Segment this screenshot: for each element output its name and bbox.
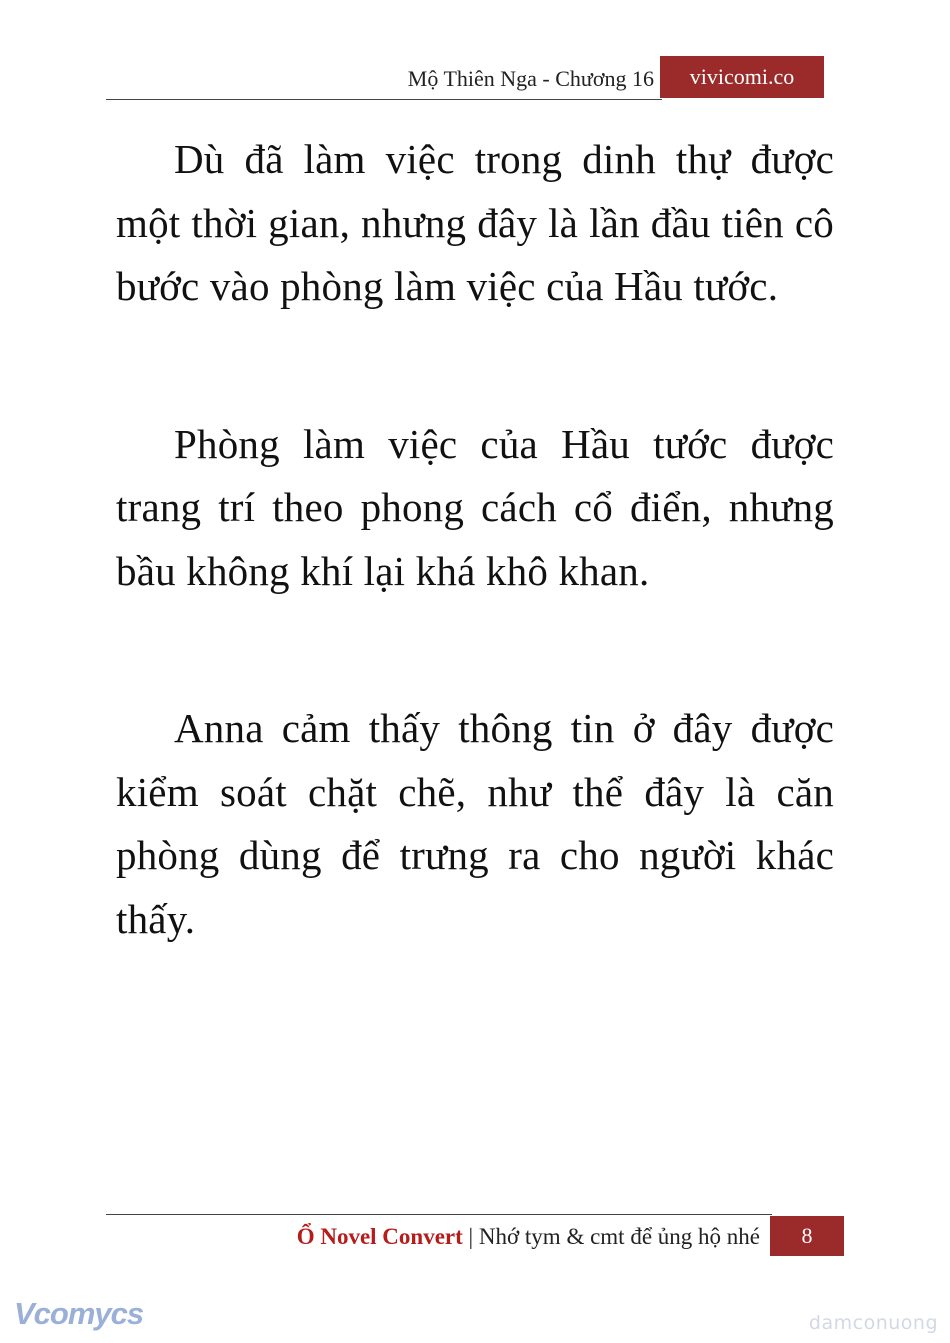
chapter-body	[116, 128, 834, 1045]
watermark-left: Vcomycs	[14, 1296, 144, 1331]
watermark-right: damconuong	[808, 1312, 938, 1334]
footer-credit	[297, 1224, 760, 1250]
footer-brand: Ổ Novel Convert	[296, 1224, 463, 1249]
paragraph: Phòng làm việc của Hầu tước được trang trí theo phong cách cổ điển, nhưng bầu không khí lại khá khô khan.	[116, 420, 834, 594]
footer-separator: |	[462, 1224, 479, 1249]
page-number: 8	[770, 1216, 844, 1256]
site-badge: vivicomi.co	[660, 56, 824, 98]
header-divider	[106, 99, 662, 100]
footer-divider	[106, 1214, 772, 1215]
footer-note: Nhớ tym & cmt để ủng hộ nhé	[478, 1224, 760, 1249]
paragraph: Anna cảm thấy thông tin ở đây được kiểm soát chặt chẽ, như thể đây là căn phòng dùng để trưng ra cho người khác thấy.	[116, 705, 834, 942]
chapter-title: Mộ Thiên Nga - Chương 16	[407, 66, 654, 91]
page-footer	[106, 1214, 844, 1258]
paragraph: Dù đã làm việc trong dinh thự được một thời gian, nhưng đây là lần đầu tiên cô bước vào phòng làm việc của Hầu tước.	[116, 136, 834, 309]
page-header	[106, 56, 824, 100]
